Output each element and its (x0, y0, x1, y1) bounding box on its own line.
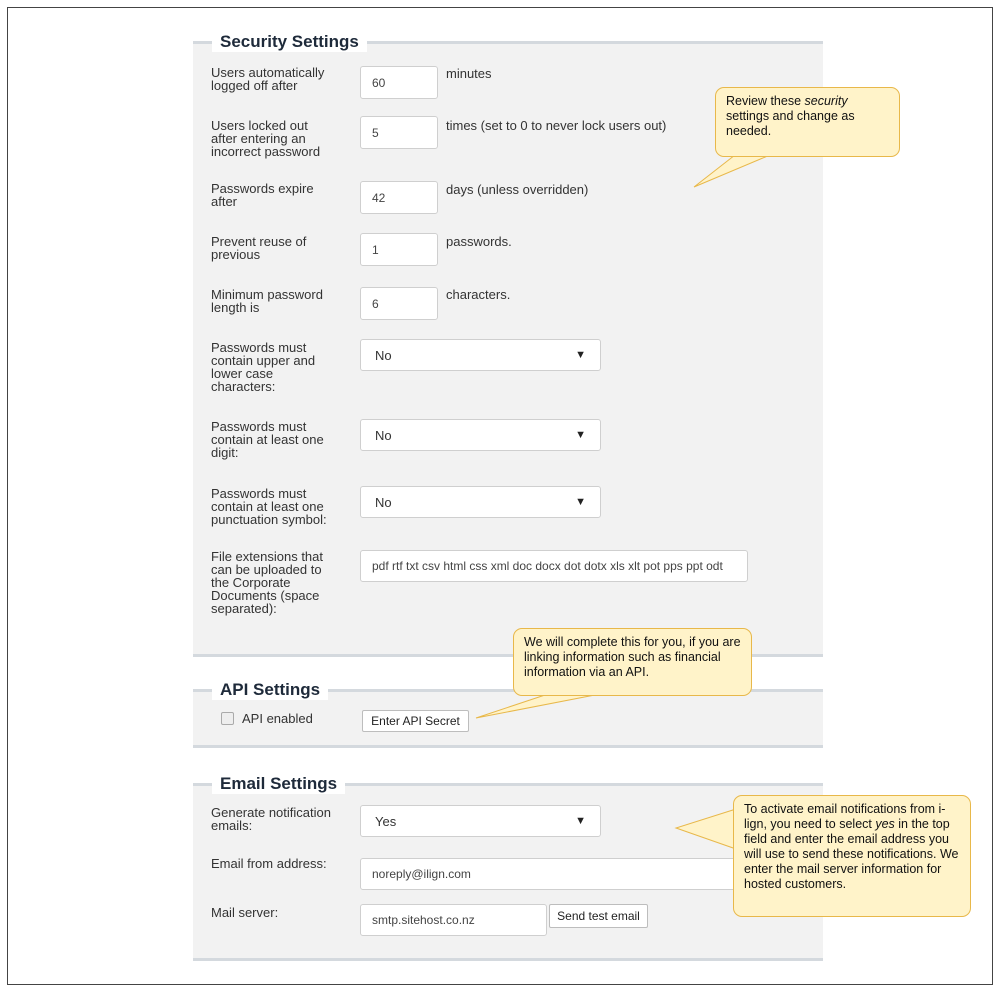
dropdown-arrow-icon: ▼ (575, 429, 586, 441)
dropdown-arrow-icon: ▼ (575, 496, 586, 508)
lockout-label: Users locked out after entering an incorrect password (211, 118, 321, 159)
api-callout: We will complete this for you, if you are linking information such as financial information via an API. (513, 628, 752, 696)
reuse-count-input[interactable]: 1 (360, 233, 438, 266)
generate-emails-label: Generate notification emails: (211, 805, 331, 833)
reuse-suffix: passwords. (446, 234, 512, 249)
security-settings-heading: Security Settings (212, 32, 367, 52)
mail-server-input[interactable]: smtp.sitehost.co.nz (360, 904, 547, 936)
email-from-label: Email from address: (211, 856, 327, 871)
api-callout-tail (476, 694, 600, 718)
email-settings-heading: Email Settings (212, 774, 345, 794)
mail-server-label: Mail server: (211, 905, 279, 920)
generate-emails-select-value: Yes (375, 813, 397, 829)
logoff-minutes-input[interactable]: 60 (360, 66, 438, 99)
expire-days-input[interactable]: 42 (360, 181, 438, 214)
logoff-label: Users automatically logged off after (211, 65, 325, 93)
minlen-label: Minimum password length is (211, 287, 323, 315)
punct-select-value: No (375, 494, 392, 510)
security-callout-text-b: settings and change as needed. (726, 109, 855, 138)
digit-label: Passwords must contain at least one digit: (211, 419, 324, 460)
upperlower-select-value: No (375, 347, 392, 363)
minlen-suffix: characters. (446, 287, 511, 302)
lockout-suffix: times (set to 0 to never lock users out) (446, 118, 667, 133)
dropdown-arrow-icon: ▼ (575, 815, 586, 827)
expire-label: Passwords expire after (211, 181, 314, 209)
security-callout-tail (694, 155, 770, 187)
email-callout-tail (676, 809, 736, 849)
logoff-suffix: minutes (446, 66, 492, 81)
enter-api-secret-button[interactable]: Enter API Secret (362, 710, 469, 732)
api-settings-heading: API Settings (212, 680, 328, 700)
security-callout (715, 87, 900, 157)
upperlower-label: Passwords must contain upper and lower case characters: (211, 340, 316, 394)
digit-select-value: No (375, 427, 392, 443)
security-callout-text-a: Review these (726, 94, 805, 108)
reuse-label: Prevent reuse of previous (211, 234, 307, 262)
punct-label: Passwords must contain at least one punctuation symbol: (211, 486, 327, 527)
api-enabled-label: API enabled (242, 711, 313, 726)
expire-suffix: days (unless overridden) (446, 182, 589, 197)
security-callout-emphasis: security (804, 94, 848, 108)
extensions-input[interactable]: pdf rtf txt csv html css xml doc docx dot dotx xls xlt pot pps ppt odt (360, 550, 748, 582)
lockout-attempts-input[interactable]: 5 (360, 116, 438, 149)
email-from-input[interactable]: noreply@ilign.com (360, 858, 750, 890)
minlen-input[interactable]: 6 (360, 287, 438, 320)
email-callout-text-a: To activate email notifications from i-lign, you need to select (744, 802, 946, 831)
email-callout-emphasis: yes (875, 817, 895, 831)
extensions-label: File extensions that can be uploaded to the Corporate Documents (space separated): (211, 549, 324, 616)
email-callout-text-b: in the top field and enter the email address you will use to send these notifications. We enter the mail server information for hosted customers. (744, 817, 959, 891)
send-test-email-button[interactable]: Send test email (549, 904, 648, 928)
email-callout (733, 795, 971, 917)
dropdown-arrow-icon: ▼ (575, 349, 586, 361)
